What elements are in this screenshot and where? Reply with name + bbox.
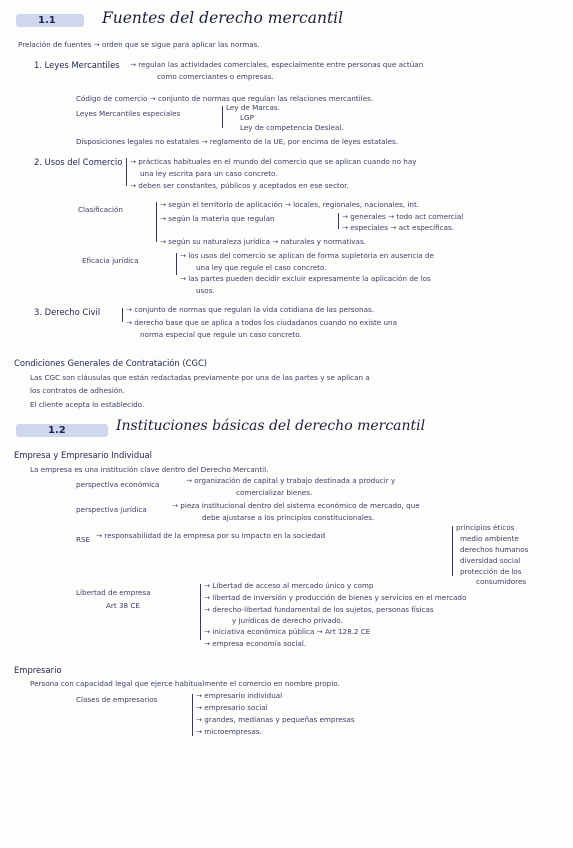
libertad-item: y jurídicas de derecho privado. — [232, 616, 343, 625]
brace — [126, 158, 127, 186]
clase-item: → microempresas. — [196, 727, 262, 736]
cgc-line: los contratos de adhesión. — [30, 386, 125, 395]
cgc-line: El cliente acepta lo establecido. — [30, 400, 145, 409]
materia-generales: → generales → todo act comercial — [342, 212, 464, 221]
clases-label: Clases de empresarios — [76, 695, 158, 704]
ley-item: LGP — [240, 113, 254, 122]
brace — [156, 202, 157, 242]
rse-item: diversidad social — [460, 556, 521, 565]
libertad-label: Libertad de empresa — [76, 588, 151, 597]
civil-line: → derecho base que se aplica a todos los ciudadanos cuando no existe una — [126, 318, 398, 327]
usos-line: una ley escrita para un caso concreto. — [140, 169, 278, 178]
libertad-item: → Libertad de acceso al mercado único y comp — [204, 581, 374, 590]
perspectiva-line: comercializar bienes. — [236, 488, 313, 497]
brace — [192, 694, 193, 736]
libertad-item: → empresa economía social. — [204, 639, 307, 648]
civil-line: norma especial que regule un caso concreto. — [140, 330, 302, 339]
eficacia-label: Eficacia jurídica — [82, 256, 139, 265]
empresario-heading: Empresario — [14, 665, 62, 675]
eficacia-line: usos. — [196, 286, 215, 295]
rse-item: consumidores — [476, 577, 527, 586]
section-number: 1.1 — [38, 15, 56, 26]
civil-line: → conjunto de normas que regulan la vida cotidiana de las personas. — [126, 305, 375, 314]
section-number: 1.2 — [48, 425, 66, 436]
perspectiva-line: → organización de capital y trabajo destinada a producir y — [186, 476, 396, 485]
section-title: Fuentes del derecho mercantil — [102, 9, 344, 27]
clase-item: → grandes, medianas y pequeñas empresas — [196, 715, 355, 724]
ley-item: Ley de Marcas. — [226, 103, 280, 112]
perspectiva-line: → pieza institucional dentro del sistema económico de mercado, que — [172, 501, 420, 510]
disposiciones-line: Disposiciones legales no estatales → reglamento de la UE, por encima de leyes estatales. — [76, 137, 399, 146]
clasificacion-line: → según su naturaleza jurídica → naturales y normativas. — [160, 237, 366, 246]
eficacia-line: → los usos del comercio se aplican de forma supletoria en ausencia de — [180, 251, 434, 260]
rse-item: protección de los — [460, 567, 522, 576]
perspectiva-line: debe ajustarse a los principios constitucionales. — [202, 513, 375, 522]
ley-item: Ley de competencia Desleal. — [240, 123, 344, 132]
clase-item: → empresario individual — [196, 691, 283, 700]
rse-item: medio ambiente — [460, 534, 519, 543]
leyes-line: → regulan las actividades comerciales, especialmente entre personas que actúan — [130, 60, 424, 69]
brace — [222, 106, 223, 128]
leyes-heading: 1. Leyes Mercantiles — [34, 60, 120, 70]
cgc-heading: Condiciones Generales de Contratación (CGC) — [14, 358, 208, 368]
codigo-line: Código de comercio → conjunto de normas que regulan las relaciones mercantiles. — [76, 94, 374, 103]
clasificacion-line: → según el territorio de aplicación → locales, regionales, nacionales, int. — [160, 200, 420, 209]
libertad-item: → iniciativa económica pública → Art 128.2 CE — [204, 627, 371, 636]
libertad-item: → derecho-libertad fundamental de los sujetos, personas físicas — [204, 605, 434, 614]
usos-line: → deben ser constantes, públicos y aceptados en ese sector. — [130, 181, 349, 190]
rse-text: → responsabilidad de la empresa por su impacto en la sociedad — [96, 531, 326, 540]
materia-especiales: → especiales → act específicas. — [342, 223, 455, 232]
cgc-line: Las CGC son cláusulas que están redactadas previamente por una de las partes y se aplican a — [30, 373, 370, 382]
brace — [122, 308, 123, 322]
civil-heading: 3. Derecho Civil — [34, 307, 101, 317]
clase-item: → empresario social — [196, 703, 268, 712]
especiales-label: Leyes Mercantiles especiales — [76, 109, 181, 118]
empresa-heading: Empresa y Empresario Individual — [14, 450, 152, 460]
rse-label: RSE — [76, 535, 91, 544]
usos-line: → prácticas habituales en el mundo del comercio que se aplican cuando no hay — [130, 157, 417, 166]
rse-item: derechos humanos — [460, 545, 529, 554]
clasificacion-line: → según la materia que regulan — [160, 214, 275, 223]
eficacia-line: una ley que regule el caso concreto. — [196, 263, 327, 272]
libertad-item: → libertad de inversión y producción de bienes y servicios en el mercado — [204, 593, 467, 602]
empresario-def: Persona con capacidad legal que ejerce habitualmente el comercio en nombre propio. — [30, 679, 340, 688]
perspectiva-economica-label: perspectiva económica — [76, 480, 160, 489]
leyes-line: como comerciantes o empresas. — [157, 72, 274, 81]
brace — [200, 584, 201, 640]
brace — [176, 253, 177, 275]
brace — [452, 526, 453, 576]
brace — [338, 213, 339, 229]
rse-item: principios éticos — [456, 523, 515, 532]
usos-heading: 2. Usos del Comercio — [34, 157, 123, 167]
libertad-art: Art 38 CE — [106, 601, 140, 610]
eficacia-line: → las partes pueden decidir excluir expresamente la aplicación de los — [180, 274, 431, 283]
section-title: Instituciones básicas del derecho mercantil — [116, 418, 426, 434]
prelacion-text: Prelación de fuentes → orden que se sigue para aplicar las normas. — [18, 40, 260, 49]
empresa-def: La empresa es una institución clave dentro del Derecho Mercantil. — [30, 465, 269, 474]
perspectiva-juridica-label: perspectiva jurídica — [76, 505, 147, 514]
clasificacion-label: Clasificación — [78, 205, 123, 214]
